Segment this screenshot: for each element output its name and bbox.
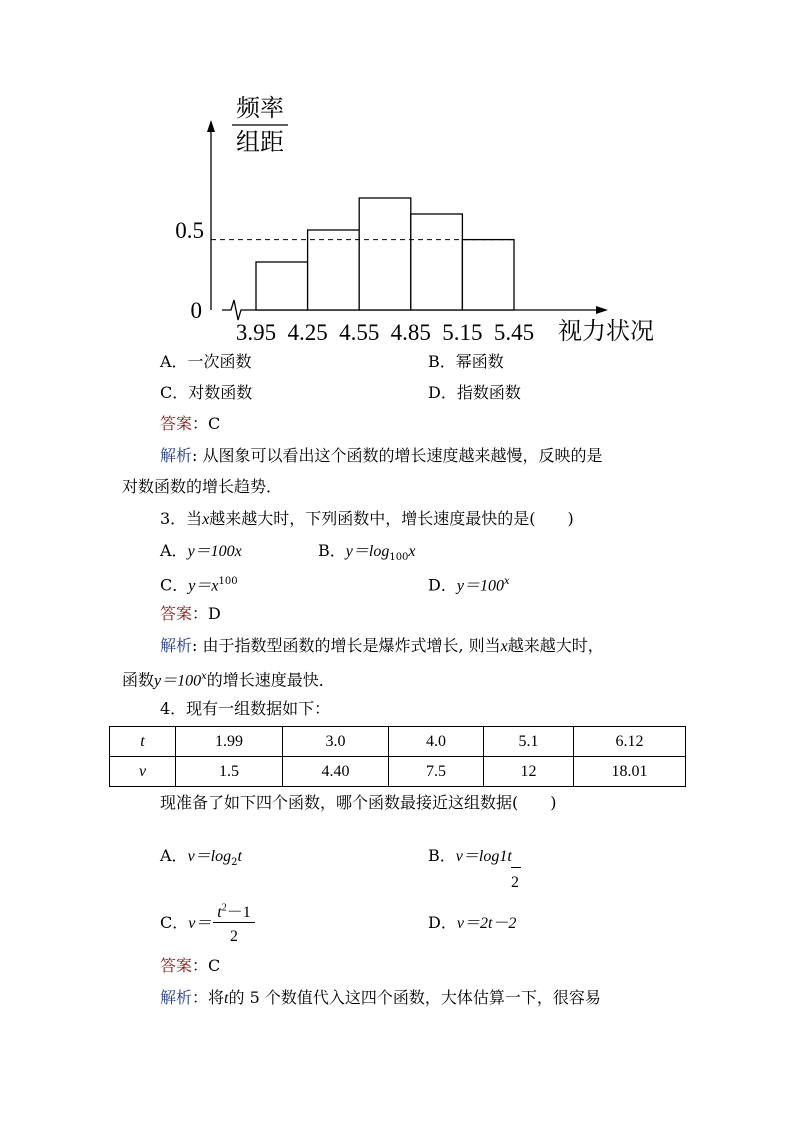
q4-stem: 4．现有一组数据如下： (160, 699, 331, 718)
table-cell: t (110, 727, 176, 757)
table-cell: 7.5 (389, 757, 484, 787)
q3-option-b: B．$y=\log_{100}x$ (318, 541, 416, 564)
table-cell: 5.1 (484, 727, 574, 757)
axis-break (222, 300, 245, 320)
x-tick-label: 5.45 (493, 320, 535, 345)
q2-option-a: A．一次函数 (160, 352, 252, 371)
q4-b-fraction-bar (511, 867, 521, 868)
table-row (110, 757, 686, 787)
q3-stem: 3．当x越来越大时，下列函数中，增长速度最快的是( ) (160, 509, 574, 528)
q2-option-d: D．指数函数 (428, 383, 521, 402)
y-axis-arrow (207, 120, 215, 132)
q2-analysis-line-2: 对数函数的增长趋势． (122, 477, 283, 496)
q4-option-d: D．v＝2t－2 (428, 913, 517, 932)
q4-c-denominator: 2 (230, 928, 238, 945)
y-axis-label-top: 频率 (236, 96, 284, 122)
q4-option-c: C．v＝ (160, 913, 212, 932)
q3-option-c: C．$y=x^{100}$ (160, 575, 238, 595)
q3-analysis-line-1: 解析: 由于指数型函数的增长是爆炸式增长, 则当x越来越大时， (160, 636, 604, 655)
x-tick-label: 4.55 (339, 320, 380, 345)
q4-c-fraction-bar (213, 922, 255, 923)
q3-option-d: D．$y=100^x$ (428, 575, 510, 595)
table-cell: 3.0 (283, 727, 389, 757)
histogram-bar (359, 198, 411, 310)
x-tick-label: 4.85 (390, 320, 431, 345)
frequency-histogram (160, 88, 660, 348)
y-tick-label: 0 (190, 298, 202, 323)
table-cell: 12 (484, 757, 574, 787)
q2-answer: 答案：C (160, 414, 221, 433)
q4-analysis: 解析：将t的 5 个数值代入这四个函数，大体估算一下，很容易 (160, 988, 601, 1007)
table-cell: v (110, 757, 176, 787)
q2-option-c: C．对数函数 (160, 383, 253, 402)
q4-answer: 答案：C (160, 956, 221, 975)
analysis-label: 解析 (160, 446, 193, 465)
q2-option-b: B．幂函数 (428, 352, 504, 371)
histogram-bar (462, 240, 514, 310)
q3-answer: 答案：D (160, 604, 221, 623)
table-cell: 4.40 (283, 757, 389, 787)
q4-prompt: 现准备了如下四个函数，哪个函数最接近这组数据( ) (160, 793, 557, 812)
y-tick-label: 0.5 (175, 218, 204, 243)
table-cell: 18.01 (574, 757, 686, 787)
table-cell: 1.5 (176, 757, 283, 787)
q4-c-numerator: $t^2-1$ (217, 902, 251, 921)
histogram-bar (308, 230, 360, 310)
table-cell: 1.99 (176, 727, 283, 757)
x-tick-label: 3.95 (235, 320, 277, 345)
table-row (110, 727, 686, 757)
q3-option-a: A．y＝100x (160, 541, 242, 560)
q2-analysis-line-1: 解析: 从图象可以看出这个函数的增长速度越来越慢，反映的是 (160, 446, 603, 465)
q4-b-denominator: 2 (511, 874, 519, 891)
q3-analysis-line-2: 函数$y=100^x$的增长速度最快． (122, 670, 335, 690)
q4-option-a: A．$v=\log_2t$ (160, 846, 242, 869)
histogram-bar (411, 214, 463, 310)
x-tick-label: 4.25 (287, 320, 328, 345)
answer-label: 答案 (160, 414, 193, 433)
y-axis-label-bottom: 组距 (236, 130, 284, 156)
q4-option-b: B．v＝log1t (428, 846, 512, 865)
data-table (109, 726, 686, 787)
table-cell: 4.0 (389, 727, 484, 757)
x-axis-arrow (596, 306, 608, 314)
histogram-bar (256, 262, 308, 310)
x-axis-label: 视力状况 (558, 319, 654, 345)
table-cell: 6.12 (574, 727, 686, 757)
x-tick-label: 5.15 (442, 320, 483, 345)
